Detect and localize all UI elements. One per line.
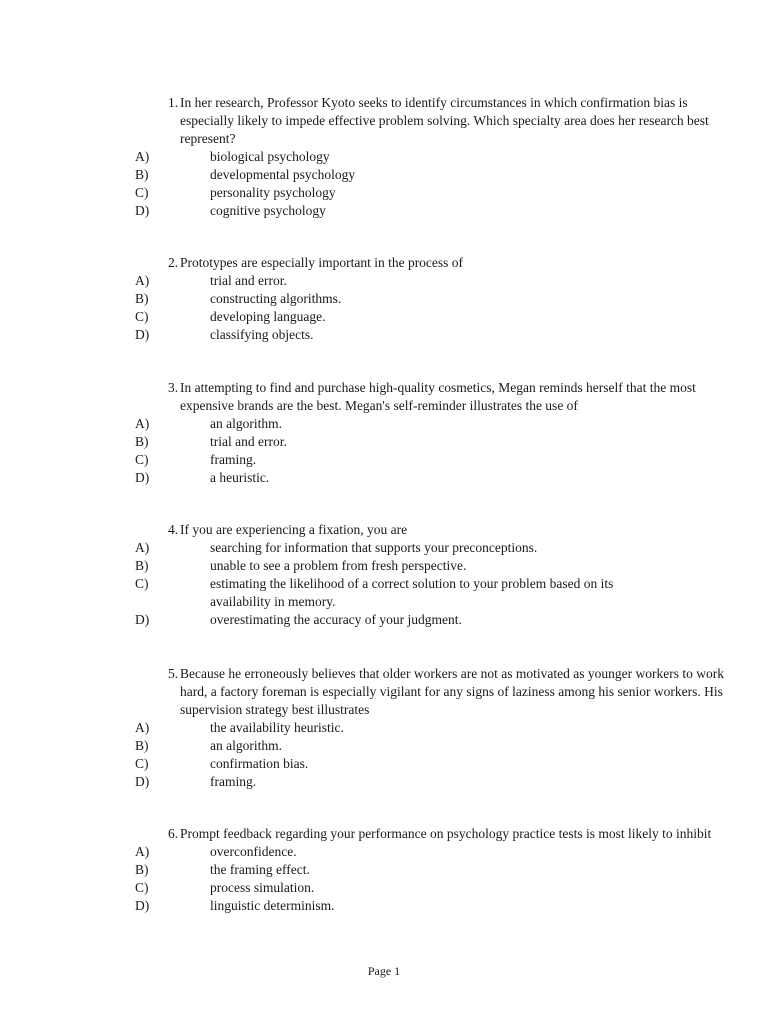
option-letter: C) — [135, 185, 149, 200]
option-c — [0, 755, 768, 773]
option-b — [0, 166, 768, 184]
option-text: trial and error. — [210, 434, 287, 449]
option-a — [0, 148, 768, 166]
question-number: 3. — [168, 380, 179, 395]
option-letter: A) — [135, 720, 150, 735]
question-stem — [168, 94, 728, 148]
option-a — [0, 719, 768, 737]
question-number: 2. — [168, 255, 179, 270]
option-letter: B) — [135, 291, 149, 306]
question-4 — [0, 521, 768, 629]
option-text: trial and error. — [210, 273, 287, 288]
option-text: overconfidence. — [210, 844, 297, 859]
option-letter: B) — [135, 738, 149, 753]
option-text: personality psychology — [210, 185, 336, 200]
option-text: overestimating the accuracy of your judgment. — [210, 612, 462, 627]
question-1 — [0, 94, 768, 220]
question-text: Prototypes are especially important in the process of — [180, 255, 464, 270]
question-text: In her research, Professor Kyoto seeks to identify circumstances in which confirmation bias is especially likely to impede effective problem solving. Which specialty area does her research best represent? — [180, 95, 709, 146]
option-b — [0, 290, 768, 308]
option-text: an algorithm. — [210, 416, 282, 431]
option-d — [0, 202, 768, 220]
option-letter: B) — [135, 167, 149, 182]
option-text: estimating the likelihood of a correct solution to your problem based on its availability in memory. — [210, 576, 614, 609]
option-b — [0, 737, 768, 755]
option-c — [0, 451, 768, 469]
option-letter: B) — [135, 434, 149, 449]
question-number: 4. — [168, 522, 179, 537]
question-stem — [168, 521, 728, 539]
option-c — [0, 575, 768, 611]
option-letter: C) — [135, 452, 149, 467]
question-6 — [0, 825, 768, 915]
option-text: developing language. — [210, 309, 326, 324]
option-a — [0, 415, 768, 433]
option-d — [0, 469, 768, 487]
option-text: classifying objects. — [210, 327, 314, 342]
option-b — [0, 433, 768, 451]
option-c — [0, 184, 768, 202]
option-text: constructing algorithms. — [210, 291, 342, 306]
option-letter: C) — [135, 309, 149, 324]
option-letter: B) — [135, 558, 149, 573]
question-5 — [0, 665, 768, 791]
option-b — [0, 861, 768, 879]
option-text: the availability heuristic. — [210, 720, 344, 735]
option-text: a heuristic. — [210, 470, 270, 485]
option-d — [0, 773, 768, 791]
option-text: developmental psychology — [210, 167, 356, 182]
option-a — [0, 539, 768, 557]
option-letter: C) — [135, 576, 149, 591]
question-3 — [0, 379, 768, 487]
option-text: biological psychology — [210, 149, 330, 164]
option-d — [0, 611, 768, 629]
option-b — [0, 557, 768, 575]
question-stem — [168, 825, 728, 843]
question-2 — [0, 254, 768, 344]
question-text: If you are experiencing a fixation, you are — [180, 522, 408, 537]
option-a — [0, 843, 768, 861]
option-c — [0, 308, 768, 326]
option-letter: C) — [135, 756, 149, 771]
option-text: framing. — [210, 452, 257, 467]
option-text: process simulation. — [210, 880, 315, 895]
option-letter: A) — [135, 416, 150, 431]
option-letter: D) — [135, 774, 150, 789]
option-letter: D) — [135, 470, 150, 485]
option-d — [0, 897, 768, 915]
question-stem — [168, 254, 728, 272]
option-d — [0, 326, 768, 344]
option-text: searching for information that supports your preconceptions. — [210, 540, 538, 555]
question-number: 1. — [168, 95, 179, 110]
option-letter: A) — [135, 540, 150, 555]
question-stem — [168, 665, 728, 719]
question-text: Because he erroneously believes that older workers are not as motivated as younger workers to work hard, a factory foreman is especially vigilant for any signs of laziness among his senior workers. His supervision strategy best illustrates — [180, 666, 724, 717]
option-letter: A) — [135, 844, 150, 859]
option-letter: B) — [135, 862, 149, 877]
question-number: 6. — [168, 826, 179, 841]
page-number: Page 1 — [367, 964, 401, 978]
option-text: an algorithm. — [210, 738, 282, 753]
option-text: confirmation bias. — [210, 756, 309, 771]
option-letter: D) — [135, 327, 150, 342]
option-c — [0, 879, 768, 897]
option-letter: A) — [135, 273, 150, 288]
option-letter: C) — [135, 880, 149, 895]
option-text: linguistic determinism. — [210, 898, 335, 913]
option-text: framing. — [210, 774, 257, 789]
option-letter: A) — [135, 149, 150, 164]
question-stem — [168, 379, 728, 415]
option-letter: D) — [135, 898, 150, 913]
question-text: Prompt feedback regarding your performance on psychology practice tests is most likely to inhibit — [180, 826, 712, 841]
page-footer — [0, 962, 768, 980]
question-number: 5. — [168, 666, 179, 681]
option-text: unable to see a problem from fresh perspective. — [210, 558, 467, 573]
option-letter: D) — [135, 612, 150, 627]
option-text: the framing effect. — [210, 862, 310, 877]
option-text: cognitive psychology — [210, 203, 326, 218]
option-a — [0, 272, 768, 290]
option-letter: D) — [135, 203, 150, 218]
question-text: In attempting to find and purchase high-quality cosmetics, Megan reminds herself that the most expensive brands are the best. Megan's self-reminder illustrates the use of — [180, 380, 696, 413]
